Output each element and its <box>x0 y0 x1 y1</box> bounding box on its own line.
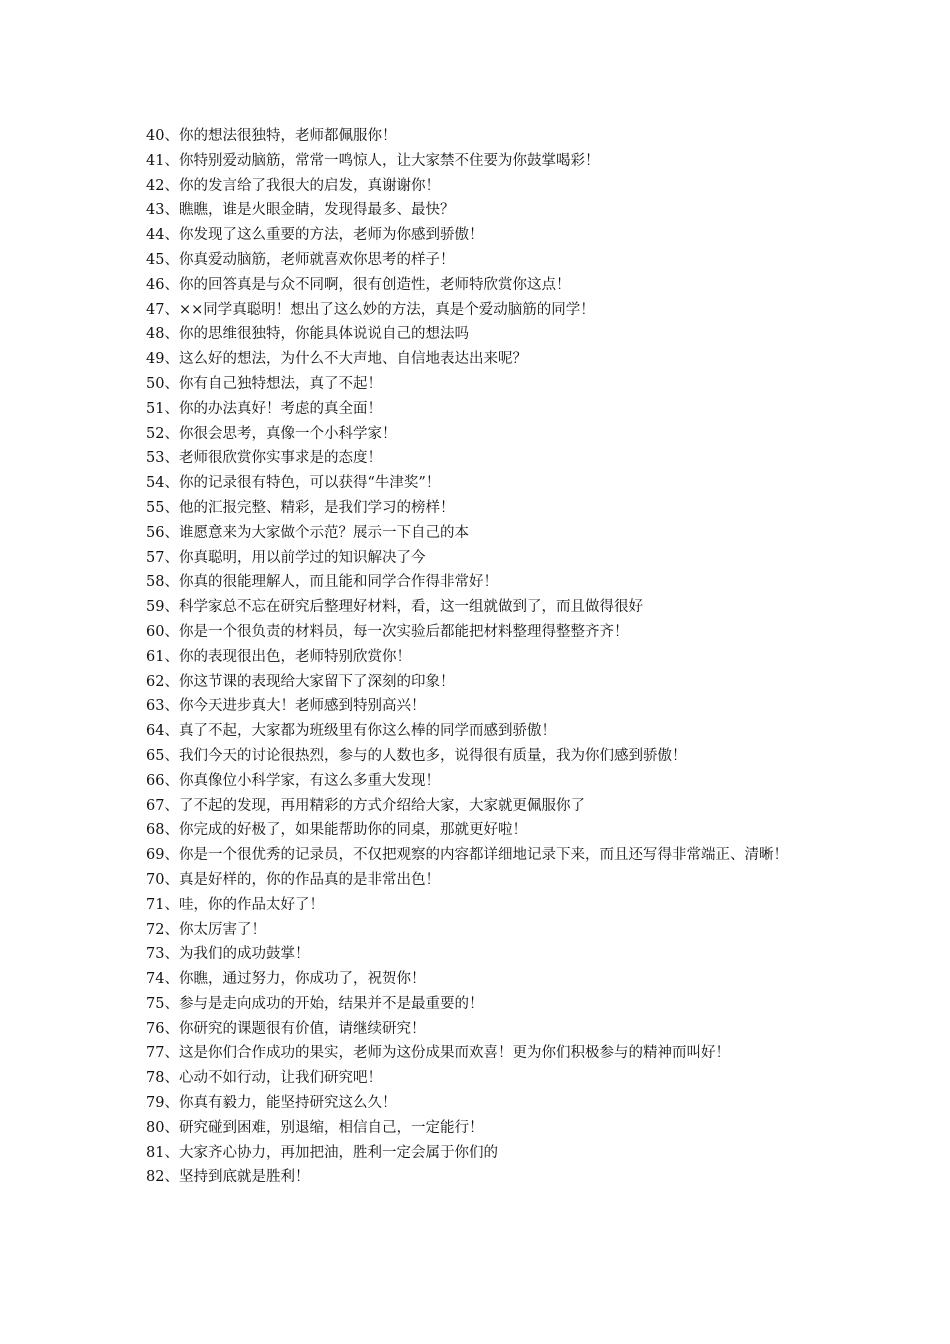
praise-list <box>146 124 826 1190</box>
list-item: 43、瞧瞧，谁是火眼金睛，发现得最多、最快？ <box>146 202 455 219</box>
list-item: 82、坚持到底就是胜利！ <box>146 1169 310 1186</box>
list-item: 74、你瞧，通过努力，你成功了，祝贺你！ <box>146 971 426 988</box>
list-item: 63、你今天进步真大！老师感到特别高兴！ <box>146 698 426 715</box>
list-item: 57、你真聪明，用以前学过的知识解决了今 <box>146 549 426 566</box>
list-item: 53、老师很欣赏你实事求是的态度！ <box>146 450 382 467</box>
list-item: 67、了不起的发现，再用精彩的方式介绍给大家，大家就更佩服你了 <box>146 797 585 814</box>
list-item: 51、你的办法真好！考虑的真全面！ <box>146 400 382 417</box>
list-item: 78、心动不如行动，让我们研究吧！ <box>146 1070 382 1087</box>
list-item: 76、你研究的课题很有价值，请继续研究！ <box>146 1020 426 1037</box>
list-item: 62、你这节课的表现给大家留下了深刻的印象！ <box>146 673 455 690</box>
list-item: 71、哇，你的作品太好了！ <box>146 896 324 913</box>
list-item: 49、这么好的想法，为什么不大声地、自信地表达出来呢？ <box>146 351 527 368</box>
list-item: 56、谁愿意来为大家做个示范？展示一下自己的本 <box>146 524 469 541</box>
list-item: 59、科学家总不忘在研究后整理好材料，看，这一组就做到了，而且做得很好 <box>146 599 643 616</box>
list-item: 68、你完成的好极了，如果能帮助你的同桌，那就更好啦！ <box>146 822 527 839</box>
list-item: 64、真了不起，大家都为班级里有你这么棒的同学而感到骄傲！ <box>146 723 556 740</box>
list-item: 72、你太厉害了！ <box>146 921 266 938</box>
list-item: 50、你有自己独特想法，真了不起！ <box>146 375 382 392</box>
list-item: 60、你是一个很负责的材料员，每一次实验后都能把材料整理得整整齐齐！ <box>146 623 629 640</box>
list-item: 47、××同学真聪明！想出了这么妙的方法，真是个爱动脑筋的同学！ <box>146 301 595 318</box>
list-item: 80、研究碰到困难，别退缩，相信自己，一定能行！ <box>146 1119 484 1136</box>
list-item: 70、真是好样的，你的作品真的是非常出色！ <box>146 871 440 888</box>
list-item: 42、你的发言给了我很大的启发，真谢谢你！ <box>146 177 440 194</box>
list-item: 77、这是你们合作成功的果实，老师为这份成果而欢喜！更为你们积极参与的精神而叫好！ <box>146 1045 730 1062</box>
list-item: 55、他的汇报完整、精彩，是我们学习的榜样！ <box>146 499 455 516</box>
list-item: 66、你真像位小科学家，有这么多重大发现！ <box>146 772 440 789</box>
list-item: 41、你特别爱动脑筋，常常一鸣惊人，让大家禁不住要为你鼓掌喝彩！ <box>146 152 600 169</box>
list-item: 75、参与是走向成功的开始，结果并不是最重要的！ <box>146 995 484 1012</box>
list-item: 58、你真的很能理解人，而且能和同学合作得非常好！ <box>146 574 498 591</box>
list-item: 65、我们今天的讨论很热烈，参与的人数也多，说得很有质量，我为你们感到骄傲！ <box>146 747 687 764</box>
list-item: 54、你的记录很有特色，可以获得“牛津奖”！ <box>146 475 441 492</box>
list-item: 48、你的思维很独特，你能具体说说自己的想法吗 <box>146 326 469 343</box>
list-item: 44、你发现了这么重要的方法，老师为你感到骄傲！ <box>146 227 484 244</box>
list-item: 73、为我们的成功鼓掌！ <box>146 946 310 963</box>
list-item: 52、你很会思考，真像一个小科学家！ <box>146 425 397 442</box>
list-item: 61、你的表现很出色，老师特别欣赏你！ <box>146 648 411 665</box>
list-item: 69、你是一个很优秀的记录员，不仅把观察的内容都详细地记录下来，而且还写得非常端正、清晰！ <box>146 847 788 864</box>
list-item: 79、你真有毅力，能坚持研究这么久！ <box>146 1095 397 1112</box>
list-item: 81、大家齐心协力，再加把油，胜利一定会属于你们的 <box>146 1144 498 1161</box>
list-item: 46、你的回答真是与众不同啊，很有创造性，老师特欣赏你这点！ <box>146 276 571 293</box>
list-item: 40、你的想法很独特，老师都佩服你！ <box>146 128 397 144</box>
list-item: 45、你真爱动脑筋，老师就喜欢你思考的样子！ <box>146 251 455 268</box>
